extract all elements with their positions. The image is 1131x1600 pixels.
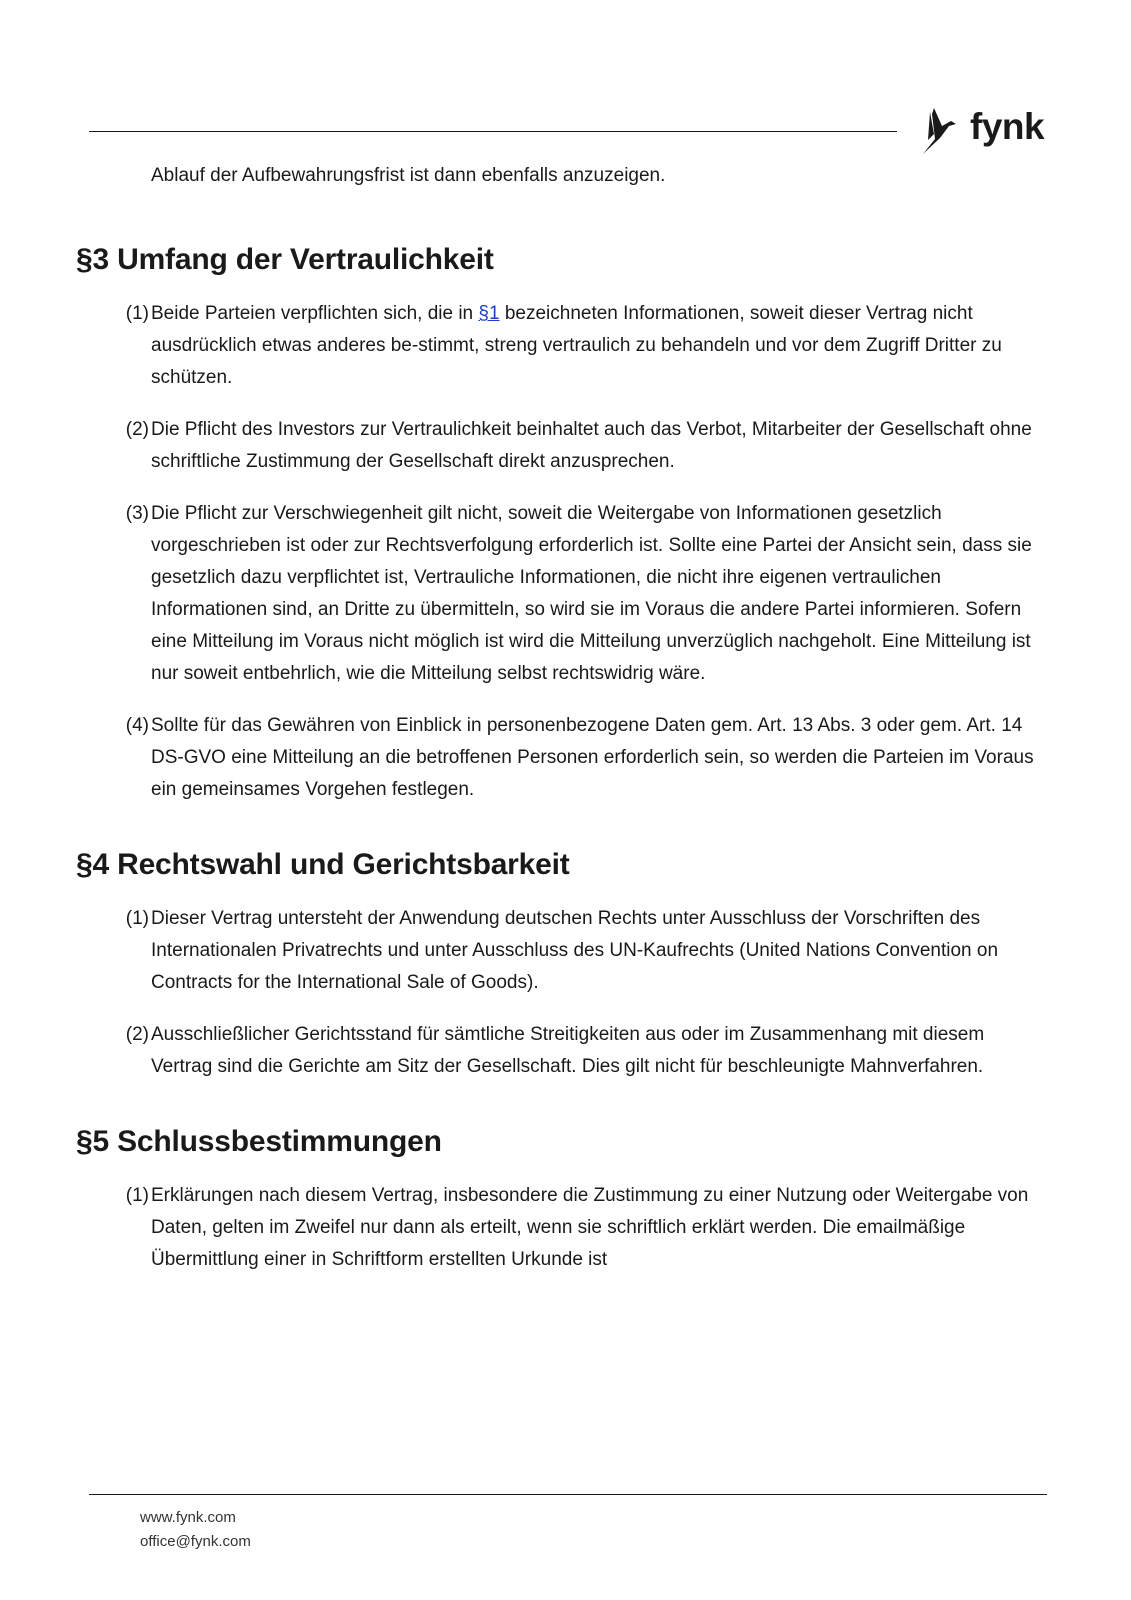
brand-logo (920, 104, 1050, 160)
item-text: Dieser Vertrag untersteht der Anwendung deutschen Rechts unter Ausschluss der Vorschriften des Internationalen Privatrechts und unter Ausschluss des UN-Kaufrechts (United Nations Convention on Contracts for the International Sale of Goods). (151, 908, 999, 993)
footer-email: office@fynk.com (140, 1533, 251, 1550)
item-text: Erklärungen nach diesem Vertrag, insbesondere die Zustimmung zu einer Nutzung oder Weitergabe von Daten, gelten im Zweifel nur dann als erteilt, wenn sie schriftlich erklärt werden. Die emailmäßige Übermittlung einer in Schriftform erstellten Urkunde ist (151, 1185, 1029, 1270)
section-3-heading: §3 Umfang der Vertraulichkeit (76, 243, 494, 276)
section-4-heading: §4 Rechtswahl und Gerichtsbarkeit (76, 848, 570, 881)
item-number: (2) (125, 1024, 149, 1045)
section-4-item-1 (76, 903, 1046, 999)
item-number: (4) (125, 715, 149, 736)
item-number: (2) (125, 419, 149, 440)
footer-divider (89, 1494, 1047, 1495)
fynk-bird-icon (920, 104, 970, 160)
footer (140, 1506, 251, 1554)
section-4-item-2 (76, 1019, 1046, 1083)
item-number: (1) (125, 1185, 149, 1206)
section-5-heading: §5 Schlussbestimmungen (76, 1125, 442, 1158)
item-text: Die Pflicht des Investors zur Vertraulichkeit beinhaltet auch das Verbot, Mitarbeiter der Gesellschaft ohne schriftliche Zustimmung der Gesellschaft direkt anzusprechen. (151, 419, 1032, 472)
intro-paragraph: Ablauf der Aufbewahrungsfrist ist dann ebenfalls anzuzeigen. (151, 165, 666, 186)
brand-name: fynk (970, 106, 1045, 147)
item-text: Ausschließlicher Gerichtsstand für sämtliche Streitigkeiten aus oder im Zusammenhang mit diesem Vertrag sind die Gerichte am Sitz der Gesellschaft. Dies gilt nicht für beschleunigte Mahnverfahren. (151, 1024, 985, 1077)
section-3-item-3 (76, 498, 1046, 690)
item-text: Sollte für das Gewähren von Einblick in personenbezogene Daten gem. Art. 13 Abs. 3 oder gem. Art. 14 DS-GVO eine Mitteilung an die betroffenen Personen erforderlich sein, so werden die Parteien im Voraus ein gemeinsames Vorgehen festlegen. (151, 715, 1034, 800)
item-number: (1) (125, 303, 149, 324)
section-4-list (76, 903, 1046, 1083)
header-divider (89, 131, 897, 132)
footer-website: www.fynk.com (140, 1509, 236, 1526)
section-3-list (76, 298, 1046, 806)
document-body (76, 160, 1046, 1276)
item-text-start: Beide Parteien verpflichten sich, die in (151, 303, 479, 324)
section-1-reference-link[interactable]: §1 (478, 303, 500, 324)
section-3-item-4 (76, 710, 1046, 806)
section-5-item-1 (76, 1180, 1046, 1276)
item-number: (1) (125, 908, 149, 929)
section-3-item-1 (76, 298, 1046, 394)
section-3-item-2 (76, 414, 1046, 478)
item-number: (3) (125, 503, 149, 524)
section-5-list (76, 1180, 1046, 1276)
item-text: Die Pflicht zur Verschwiegenheit gilt nicht, soweit die Weitergabe von Informationen gesetzlich vorgeschrieben ist oder zur Rechtsverfolgung erforderlich ist. Sollte eine Partei der Ansicht sein, dass sie gesetzlich dazu verpflichtet ist, Vertrauliche Informationen, die nicht ihre eigenen vertraulichen Informationen sind, an Dritte zu übermitteln, so wird sie im Voraus die andere Partei informieren. Sofern eine Mitteilung im Voraus nicht möglich ist wird die Mitteilung unverzüglich nachgeholt. Eine Mitteilung ist nur soweit entbehrlich, wie die Mitteilung selbst rechtswidrig wäre. (151, 503, 1032, 684)
item-text-end: bezeichneten Informationen, soweit dieser Vertrag nicht ausdrücklich etwas anderes be-stimmt, streng vertraulich zu behandeln und vor dem Zugriff Dritter zu schützen. (151, 303, 1002, 388)
